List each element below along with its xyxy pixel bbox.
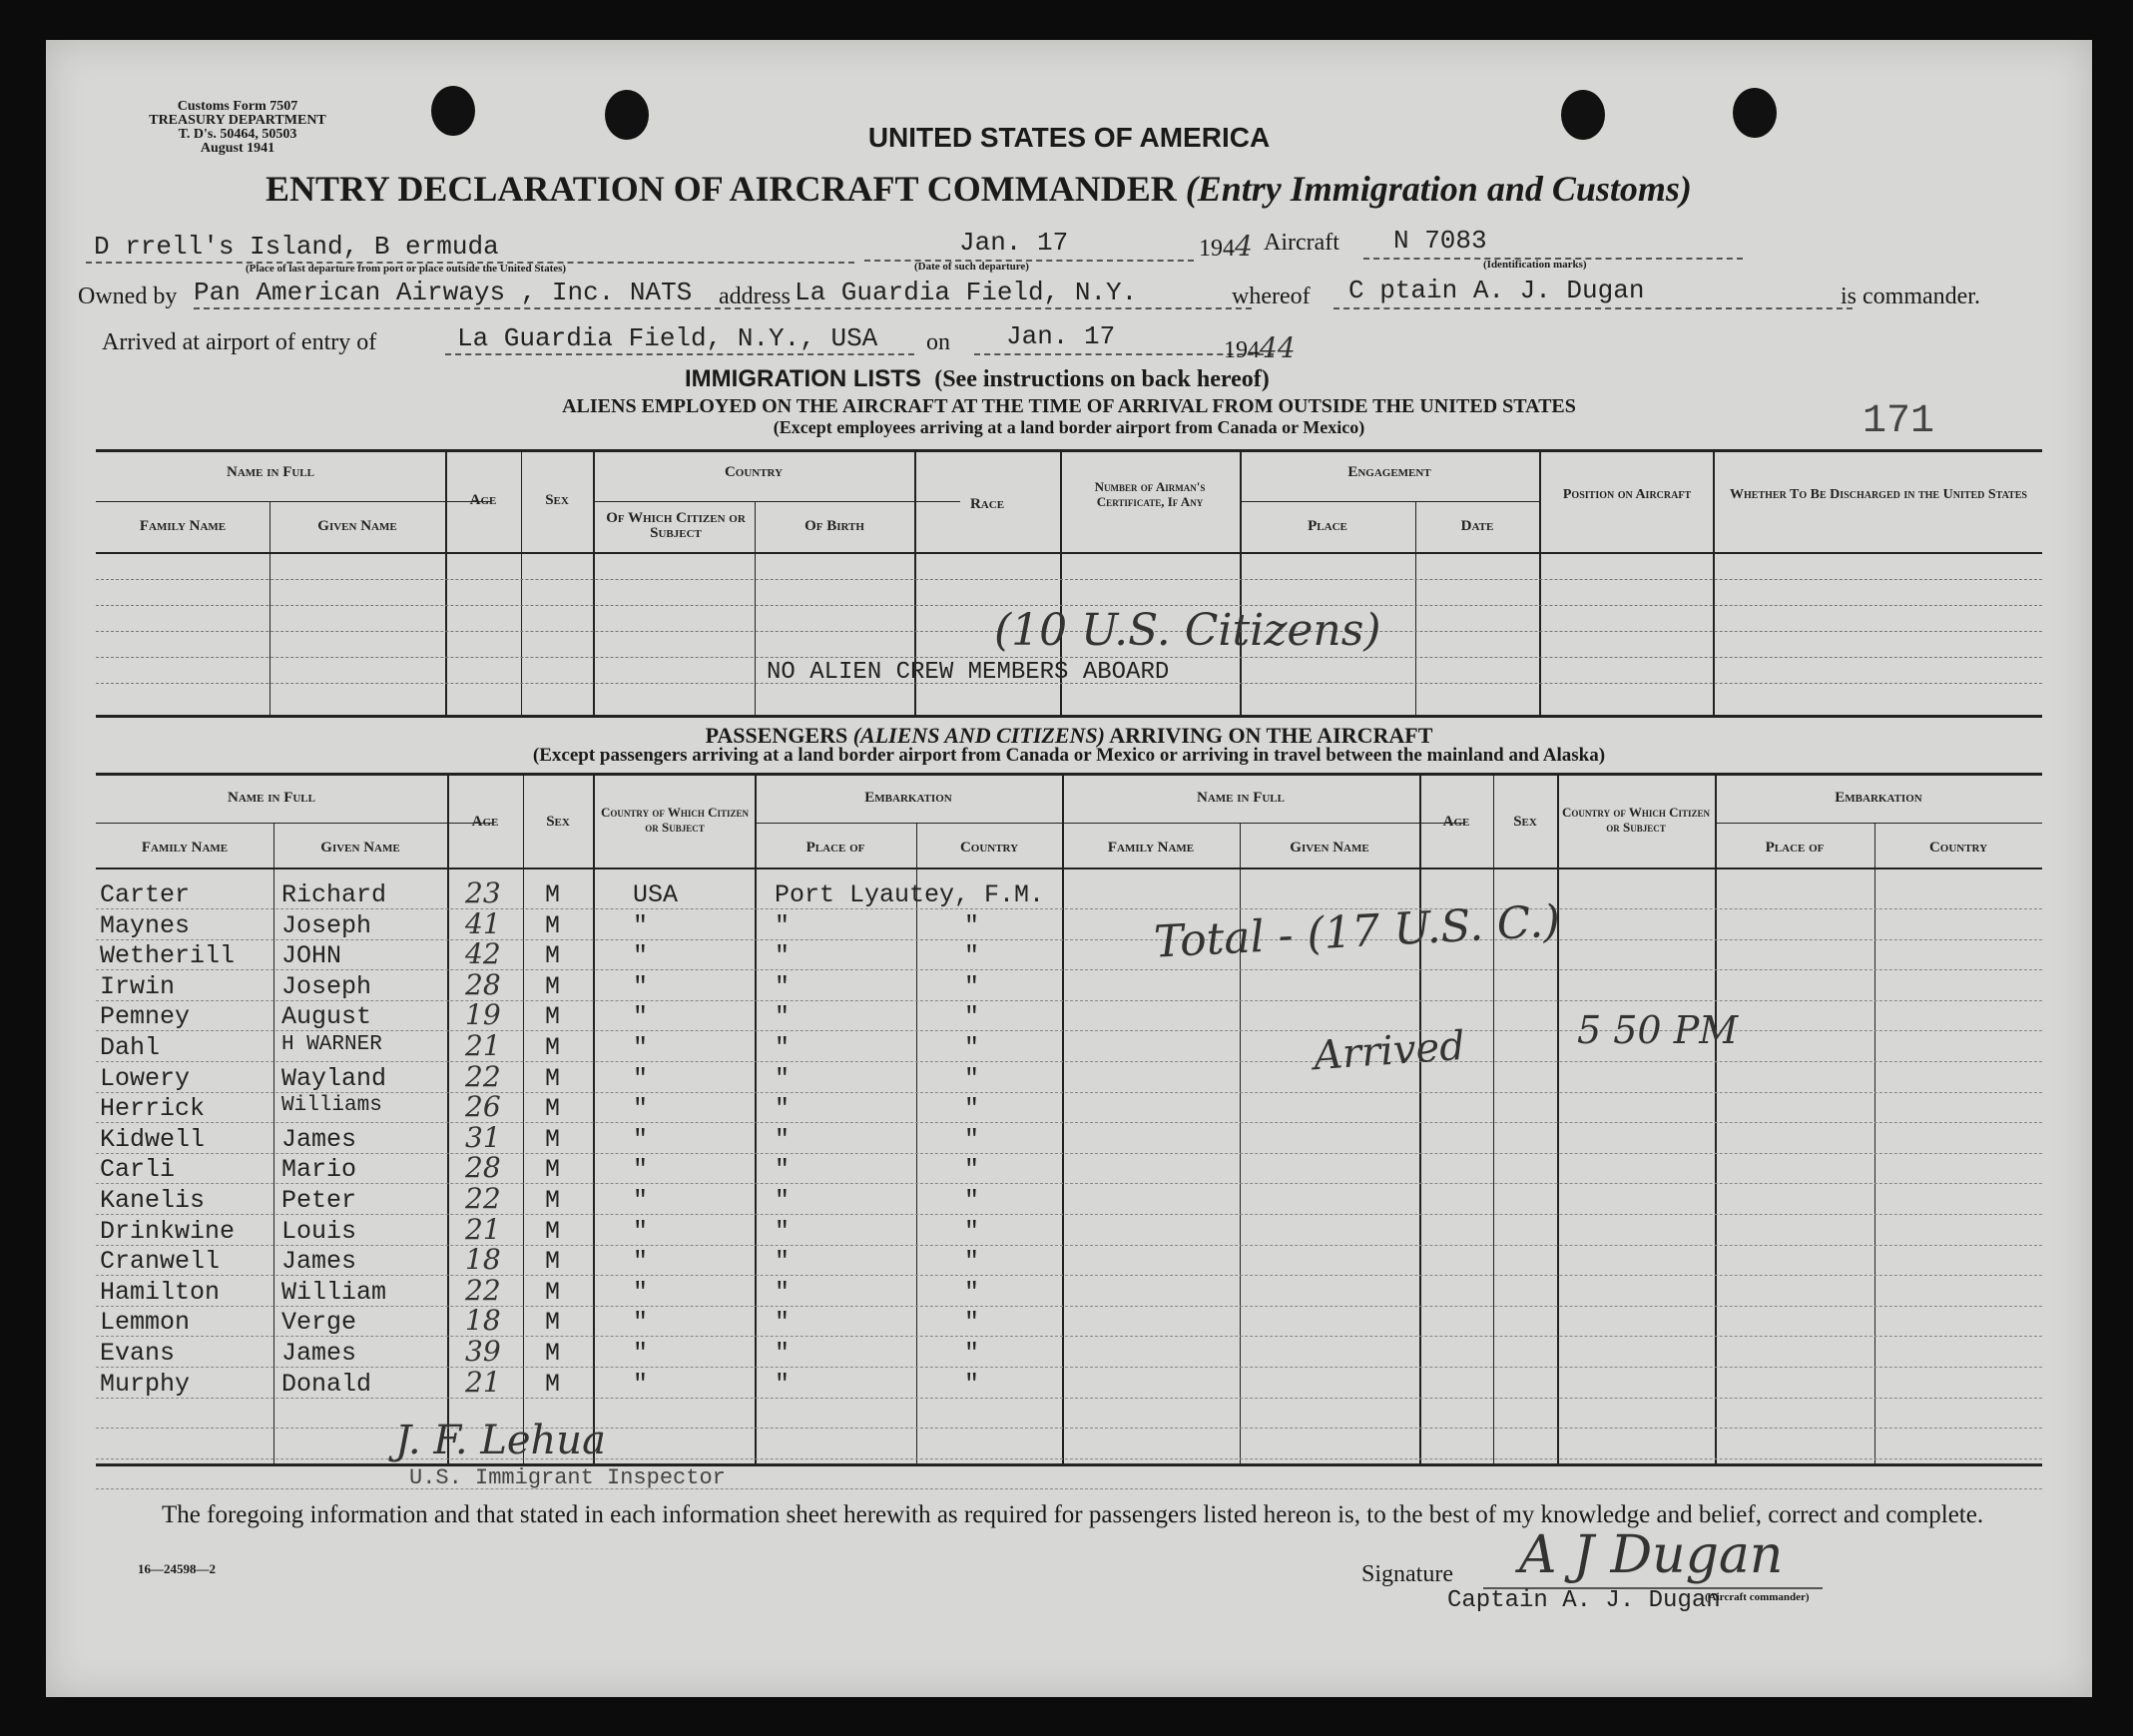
crew-header-discharged: Whether To Be Discharged in the United States	[1730, 487, 2027, 502]
main-title-sub: (Entry Immigration and Customs)	[1185, 169, 1692, 209]
pax-header-place-of: Place of	[805, 840, 865, 856]
pax-header-name-in-full-2: Name in Full	[1196, 790, 1285, 806]
crew-header-age: Age	[469, 492, 497, 508]
passenger-given-name: Verge	[281, 1308, 357, 1338]
passenger-given-name: Mario	[281, 1155, 357, 1185]
passenger-embarkation-place: "	[775, 1033, 791, 1062]
passenger-age: 22	[465, 1059, 501, 1093]
passenger-family-name: Drinkwine	[100, 1216, 236, 1246]
passenger-citizen: "	[633, 1186, 649, 1215]
passenger-embarkation-place: "	[775, 910, 791, 940]
passenger-sex: M	[545, 1308, 561, 1338]
passenger-family-name: Irwin	[100, 971, 176, 1001]
passenger-age: 42	[465, 937, 501, 971]
passenger-family-name: Kanelis	[100, 1186, 206, 1215]
row-rule	[96, 1367, 2042, 1368]
pax-header-given-name-2: Given Name	[1290, 840, 1369, 856]
signature-typed-name: Captain A. J. Dugan	[1447, 1587, 1721, 1614]
passenger-sex: M	[545, 1124, 561, 1154]
inspector-signature: J. F. Lehua	[395, 1418, 606, 1463]
passenger-given-name: Wayland	[281, 1063, 387, 1093]
year-suffix: 4	[1235, 230, 1253, 263]
immigration-title-note: (See instructions on back hereof)	[934, 366, 1270, 392]
crew-header-country: Country	[724, 464, 784, 480]
row-rule	[96, 1153, 2042, 1154]
passenger-embarkation-place: "	[775, 941, 791, 971]
passenger-citizen: "	[633, 1369, 649, 1399]
passenger-given-name: H WARNER	[281, 1033, 382, 1056]
passenger-given-name: Williams	[281, 1094, 382, 1118]
pax-header-country: Country	[959, 840, 1019, 856]
passenger-sex: M	[545, 910, 561, 940]
passenger-given-name: James	[281, 1247, 357, 1277]
owner: Pan American Airways , Inc. NATS	[194, 278, 693, 307]
pax-header-embarkation: Embarkation	[864, 790, 952, 806]
passenger-age: 28	[465, 1151, 501, 1185]
passenger-age: 22	[465, 1182, 501, 1215]
pax-header-citizen-2: Country of Which Citizen or Subject	[1562, 805, 1710, 835]
passenger-age: 28	[465, 967, 501, 1001]
passenger-embarkation-place: "	[775, 1216, 791, 1246]
passenger-family-name: Wetherill	[100, 941, 236, 971]
passenger-embarkation-place: "	[775, 1155, 791, 1185]
crew-header-race: Race	[969, 496, 1005, 512]
passenger-given-name: Joseph	[281, 910, 372, 940]
passenger-embarkation-country: "	[964, 1063, 980, 1093]
passenger-citizen: "	[633, 1033, 649, 1062]
row-rule	[96, 1398, 2042, 1399]
aliens-title: ALIENS EMPLOYED ON THE AIRCRAFT AT THE TIME OF ARRIVAL FROM OUTSIDE THE UNITED STATES	[562, 395, 1576, 417]
passenger-embarkation-country: "	[964, 1033, 980, 1062]
passengers-title-text: PASSENGERS	[705, 723, 848, 748]
inspector-title: U.S. Immigrant Inspector	[409, 1465, 726, 1490]
passenger-citizen: "	[633, 1124, 649, 1154]
pax-header-place-of-2: Place of	[1765, 840, 1825, 856]
passenger-sex: M	[545, 1186, 561, 1215]
arrival-date: Jan. 17	[1006, 321, 1116, 351]
passenger-age: 31	[465, 1120, 501, 1154]
passenger-embarkation-place: Port Lyautey, F.M.	[775, 880, 1045, 909]
address-label: address	[719, 284, 791, 309]
passenger-embarkation-place: "	[775, 1002, 791, 1032]
row-rule	[96, 1000, 2042, 1001]
passenger-citizen: "	[633, 1063, 649, 1093]
crew-note-handwritten: (10 U.S. Citizens)	[994, 605, 1381, 656]
signature-label: Signature	[1361, 1561, 1453, 1587]
passenger-citizen: "	[633, 1308, 649, 1338]
passenger-family-name: Kidwell	[100, 1124, 206, 1154]
page-number: 171	[1863, 399, 1935, 444]
row-rule	[96, 1336, 2042, 1337]
passenger-citizen: "	[633, 1155, 649, 1185]
passenger-citizen: "	[633, 1247, 649, 1277]
pax-header-age-2: Age	[1442, 814, 1470, 830]
whereof-label: whereof	[1232, 284, 1311, 309]
print-code: 16—24598—2	[138, 1561, 216, 1576]
row-rule	[96, 1122, 2042, 1123]
passenger-age: 21	[465, 1029, 501, 1062]
aircraft-marks: N 7083	[1393, 226, 1487, 256]
passenger-family-name: Carli	[100, 1155, 176, 1185]
passenger-age: 23	[465, 876, 501, 909]
passenger-embarkation-place: "	[775, 1094, 791, 1124]
customs-form-number: Customs Form 7507	[177, 99, 298, 114]
crew-header-position: Position on Aircraft	[1562, 487, 1692, 502]
pax-header-name-in-full: Name in Full	[227, 790, 315, 806]
passenger-family-name: Evans	[100, 1339, 176, 1368]
pax-header-family-name-2: Family Name	[1107, 840, 1195, 856]
passenger-embarkation-place: "	[775, 1308, 791, 1338]
row-rule	[96, 1428, 2042, 1429]
passenger-age: 22	[465, 1273, 501, 1307]
passenger-embarkation-country: "	[964, 1155, 980, 1185]
passenger-sex: M	[545, 1155, 561, 1185]
owned-by-label: Owned by	[78, 284, 178, 309]
passenger-sex: M	[545, 1339, 561, 1368]
year-prefix: 194	[1199, 236, 1235, 262]
passenger-citizen: "	[633, 1216, 649, 1246]
passenger-citizen: "	[633, 1002, 649, 1032]
passenger-age: 21	[465, 1365, 501, 1399]
row-rule	[96, 939, 2042, 940]
passenger-embarkation-place: "	[775, 1124, 791, 1154]
pax-header-sex-2: Sex	[1513, 814, 1537, 830]
hand-arrival-time: 5 50 PM	[1577, 1008, 1739, 1052]
passenger-age: 18	[465, 1243, 501, 1277]
passenger-given-name: William	[281, 1277, 387, 1307]
immigration-title-text: IMMIGRATION LISTS	[685, 365, 921, 392]
row-rule	[96, 1306, 2042, 1307]
commander-signature: A J Dugan	[1519, 1525, 1784, 1585]
passenger-sex: M	[545, 1247, 561, 1277]
passenger-embarkation-country: "	[964, 1186, 980, 1215]
row-rule	[96, 1183, 2042, 1184]
passenger-embarkation-country: "	[964, 1216, 980, 1246]
passenger-citizen: "	[633, 1094, 649, 1124]
arrival-year-prefix: 194	[1224, 337, 1260, 363]
passenger-embarkation-place: "	[775, 1277, 791, 1307]
passenger-sex: M	[545, 1002, 561, 1032]
arrived-label: Arrived at airport of entry of	[102, 329, 377, 355]
crew-header-name-in-full: Name in Full	[226, 464, 314, 480]
passenger-age: 21	[465, 1212, 501, 1246]
declaration-text: The foregoing information and that stated in each information sheet herewith as required for passengers listed hereon is, to the best of my knowledge and belief, correct and complete.	[162, 1501, 1984, 1528]
row-rule	[96, 1245, 2042, 1246]
crew-header-engagement: Engagement	[1347, 464, 1431, 480]
passenger-family-name: Dahl	[100, 1033, 161, 1062]
departure-date: Jan. 17	[959, 228, 1069, 258]
passenger-family-name: Pemney	[100, 1002, 191, 1032]
row-rule	[96, 1214, 2042, 1215]
crew-note: NO ALIEN CREW MEMBERS ABOARD	[767, 659, 1170, 686]
crew-header-birth: Of Birth	[804, 518, 864, 534]
passenger-embarkation-country: "	[964, 1124, 980, 1154]
passenger-given-name: Joseph	[281, 971, 372, 1001]
row-rule	[96, 1488, 2042, 1489]
passenger-given-name: Louis	[281, 1216, 357, 1246]
passenger-family-name: Herrick	[100, 1094, 206, 1124]
pax-header-given-name: Given Name	[320, 840, 400, 856]
passenger-citizen: "	[633, 941, 649, 971]
passenger-family-name: Murphy	[100, 1369, 191, 1399]
passengers-note: (Except passengers arriving at a land border airport from Canada or Mexico or arriving in travel between the mainland and Alaska)	[532, 745, 1606, 766]
crew-header-given-name: Given Name	[317, 518, 397, 534]
passenger-embarkation-place: "	[775, 1339, 791, 1368]
passenger-embarkation-place: "	[775, 1063, 791, 1093]
passenger-given-name: Donald	[281, 1369, 372, 1399]
passenger-age: 39	[465, 1335, 501, 1368]
row-rule	[96, 1458, 2042, 1459]
passenger-given-name: Peter	[281, 1186, 357, 1215]
arrival-airport: La Guardia Field, N.Y., USA	[457, 323, 878, 353]
departure-year	[1199, 230, 1253, 263]
crew-header-family-name: Family Name	[139, 518, 227, 534]
passenger-given-name: James	[281, 1339, 357, 1368]
passenger-embarkation-country: "	[964, 1308, 980, 1338]
passenger-age: 18	[465, 1304, 501, 1338]
row-rule	[96, 1030, 2042, 1031]
passenger-embarkation-country: "	[964, 1339, 980, 1368]
passenger-family-name: Carter	[100, 880, 191, 909]
passenger-age: 41	[465, 906, 501, 940]
passenger-embarkation-country: "	[964, 1277, 980, 1307]
passenger-sex: M	[545, 1277, 561, 1307]
passenger-family-name: Cranwell	[100, 1247, 221, 1277]
passenger-embarkation-place: "	[775, 971, 791, 1001]
passenger-age: 26	[465, 1090, 501, 1124]
passenger-sex: M	[545, 880, 561, 909]
passenger-embarkation-country: "	[964, 1094, 980, 1124]
row-rule	[96, 908, 2042, 909]
form-date: August 1941	[200, 141, 275, 156]
passenger-embarkation-place: "	[775, 1369, 791, 1399]
main-title-text: ENTRY DECLARATION OF AIRCRAFT COMMANDER	[266, 169, 1177, 209]
main-title	[266, 168, 1692, 210]
pax-header-citizen: Country of Which Citizen or Subject	[601, 805, 749, 835]
passenger-sex: M	[545, 1094, 561, 1124]
row-rule	[96, 1061, 2042, 1062]
passenger-family-name: Lemmon	[100, 1308, 191, 1338]
hand-total: Total - (17 U.S. C.)	[1152, 895, 1562, 968]
immigration-title	[685, 365, 1270, 393]
country-title: UNITED STATES OF AMERICA	[867, 122, 1271, 153]
is-commander-label: is commander.	[1841, 284, 1980, 309]
passenger-citizen: "	[633, 971, 649, 1001]
pax-header-age: Age	[471, 814, 499, 830]
passenger-citizen: "	[633, 1339, 649, 1368]
passenger-family-name: Lowery	[100, 1063, 191, 1093]
departure-date-caption: (Date of such departure)	[914, 261, 1029, 273]
departure-place: D rrell's Island, B ermuda	[94, 232, 499, 262]
passenger-age: 19	[465, 998, 501, 1032]
passenger-given-name: James	[281, 1124, 357, 1154]
passenger-embarkation-country: "	[964, 1369, 980, 1399]
passengers-title-italic: (ALIENS AND CITIZENS)	[852, 723, 1105, 748]
signature-caption: (Aircraft commander)	[1705, 1591, 1810, 1603]
crew-header-place: Place	[1308, 518, 1347, 534]
crew-header-date: Date	[1460, 518, 1494, 534]
passengers-title-rest: ARRIVING ON THE AIRCRAFT	[1109, 723, 1433, 748]
pax-header-sex: Sex	[546, 814, 570, 830]
address: La Guardia Field, N.Y.	[795, 278, 1138, 307]
arrival-year-suffix: 44	[1260, 331, 1296, 364]
aircraft-caption: (Identification marks)	[1483, 259, 1587, 271]
arrival-year	[1224, 331, 1296, 364]
passenger-embarkation-country: "	[964, 941, 980, 971]
passenger-sex: M	[545, 1033, 561, 1062]
pax-header-country-2: Country	[1928, 840, 1988, 856]
passenger-citizen: USA	[633, 880, 679, 909]
on-label: on	[926, 329, 950, 355]
crew-header-sex: Sex	[545, 492, 569, 508]
commander: C ptain A. J. Dugan	[1348, 276, 1645, 305]
passenger-embarkation-country: "	[964, 910, 980, 940]
td-reference: T. D's. 50464, 50503	[178, 127, 297, 142]
hand-arrived: Arrived	[1312, 1022, 1467, 1080]
passenger-citizen: "	[633, 910, 649, 940]
departure-caption: (Place of last departure from port or place outside the United States)	[246, 263, 567, 275]
row-rule	[96, 1275, 2042, 1276]
passenger-sex: M	[545, 1216, 561, 1246]
crew-header-certificate: Number of Airman's Certificate, If Any	[1094, 479, 1206, 509]
aliens-note: (Except employees arriving at a land border airport from Canada or Mexico)	[773, 417, 1365, 437]
row-rule	[96, 969, 2042, 970]
passenger-citizen: "	[633, 1277, 649, 1307]
passenger-given-name: Richard	[281, 880, 387, 909]
row-rule	[96, 1092, 2042, 1093]
passenger-embarkation-place: "	[775, 1186, 791, 1215]
passenger-family-name: Maynes	[100, 910, 191, 940]
passenger-given-name: August	[281, 1002, 372, 1032]
passenger-embarkation-place: "	[775, 1247, 791, 1277]
passenger-family-name: Hamilton	[100, 1277, 221, 1307]
passenger-sex: M	[545, 1063, 561, 1093]
passenger-embarkation-country: "	[964, 971, 980, 1001]
aircraft-label: Aircraft	[1264, 230, 1339, 256]
treasury-department: TREASURY DEPARTMENT	[149, 113, 326, 128]
passenger-sex: M	[545, 941, 561, 971]
passenger-sex: M	[545, 1369, 561, 1399]
passenger-sex: M	[545, 971, 561, 1001]
passenger-given-name: JOHN	[281, 941, 342, 971]
document-page	[46, 40, 2092, 1697]
passenger-embarkation-country: "	[964, 1002, 980, 1032]
passenger-embarkation-country: "	[964, 1247, 980, 1277]
pax-header-embarkation-2: Embarkation	[1835, 790, 1922, 806]
pax-header-family-name: Family Name	[141, 840, 229, 856]
crew-header-citizen: Of Which Citizen or Subject	[606, 510, 746, 541]
